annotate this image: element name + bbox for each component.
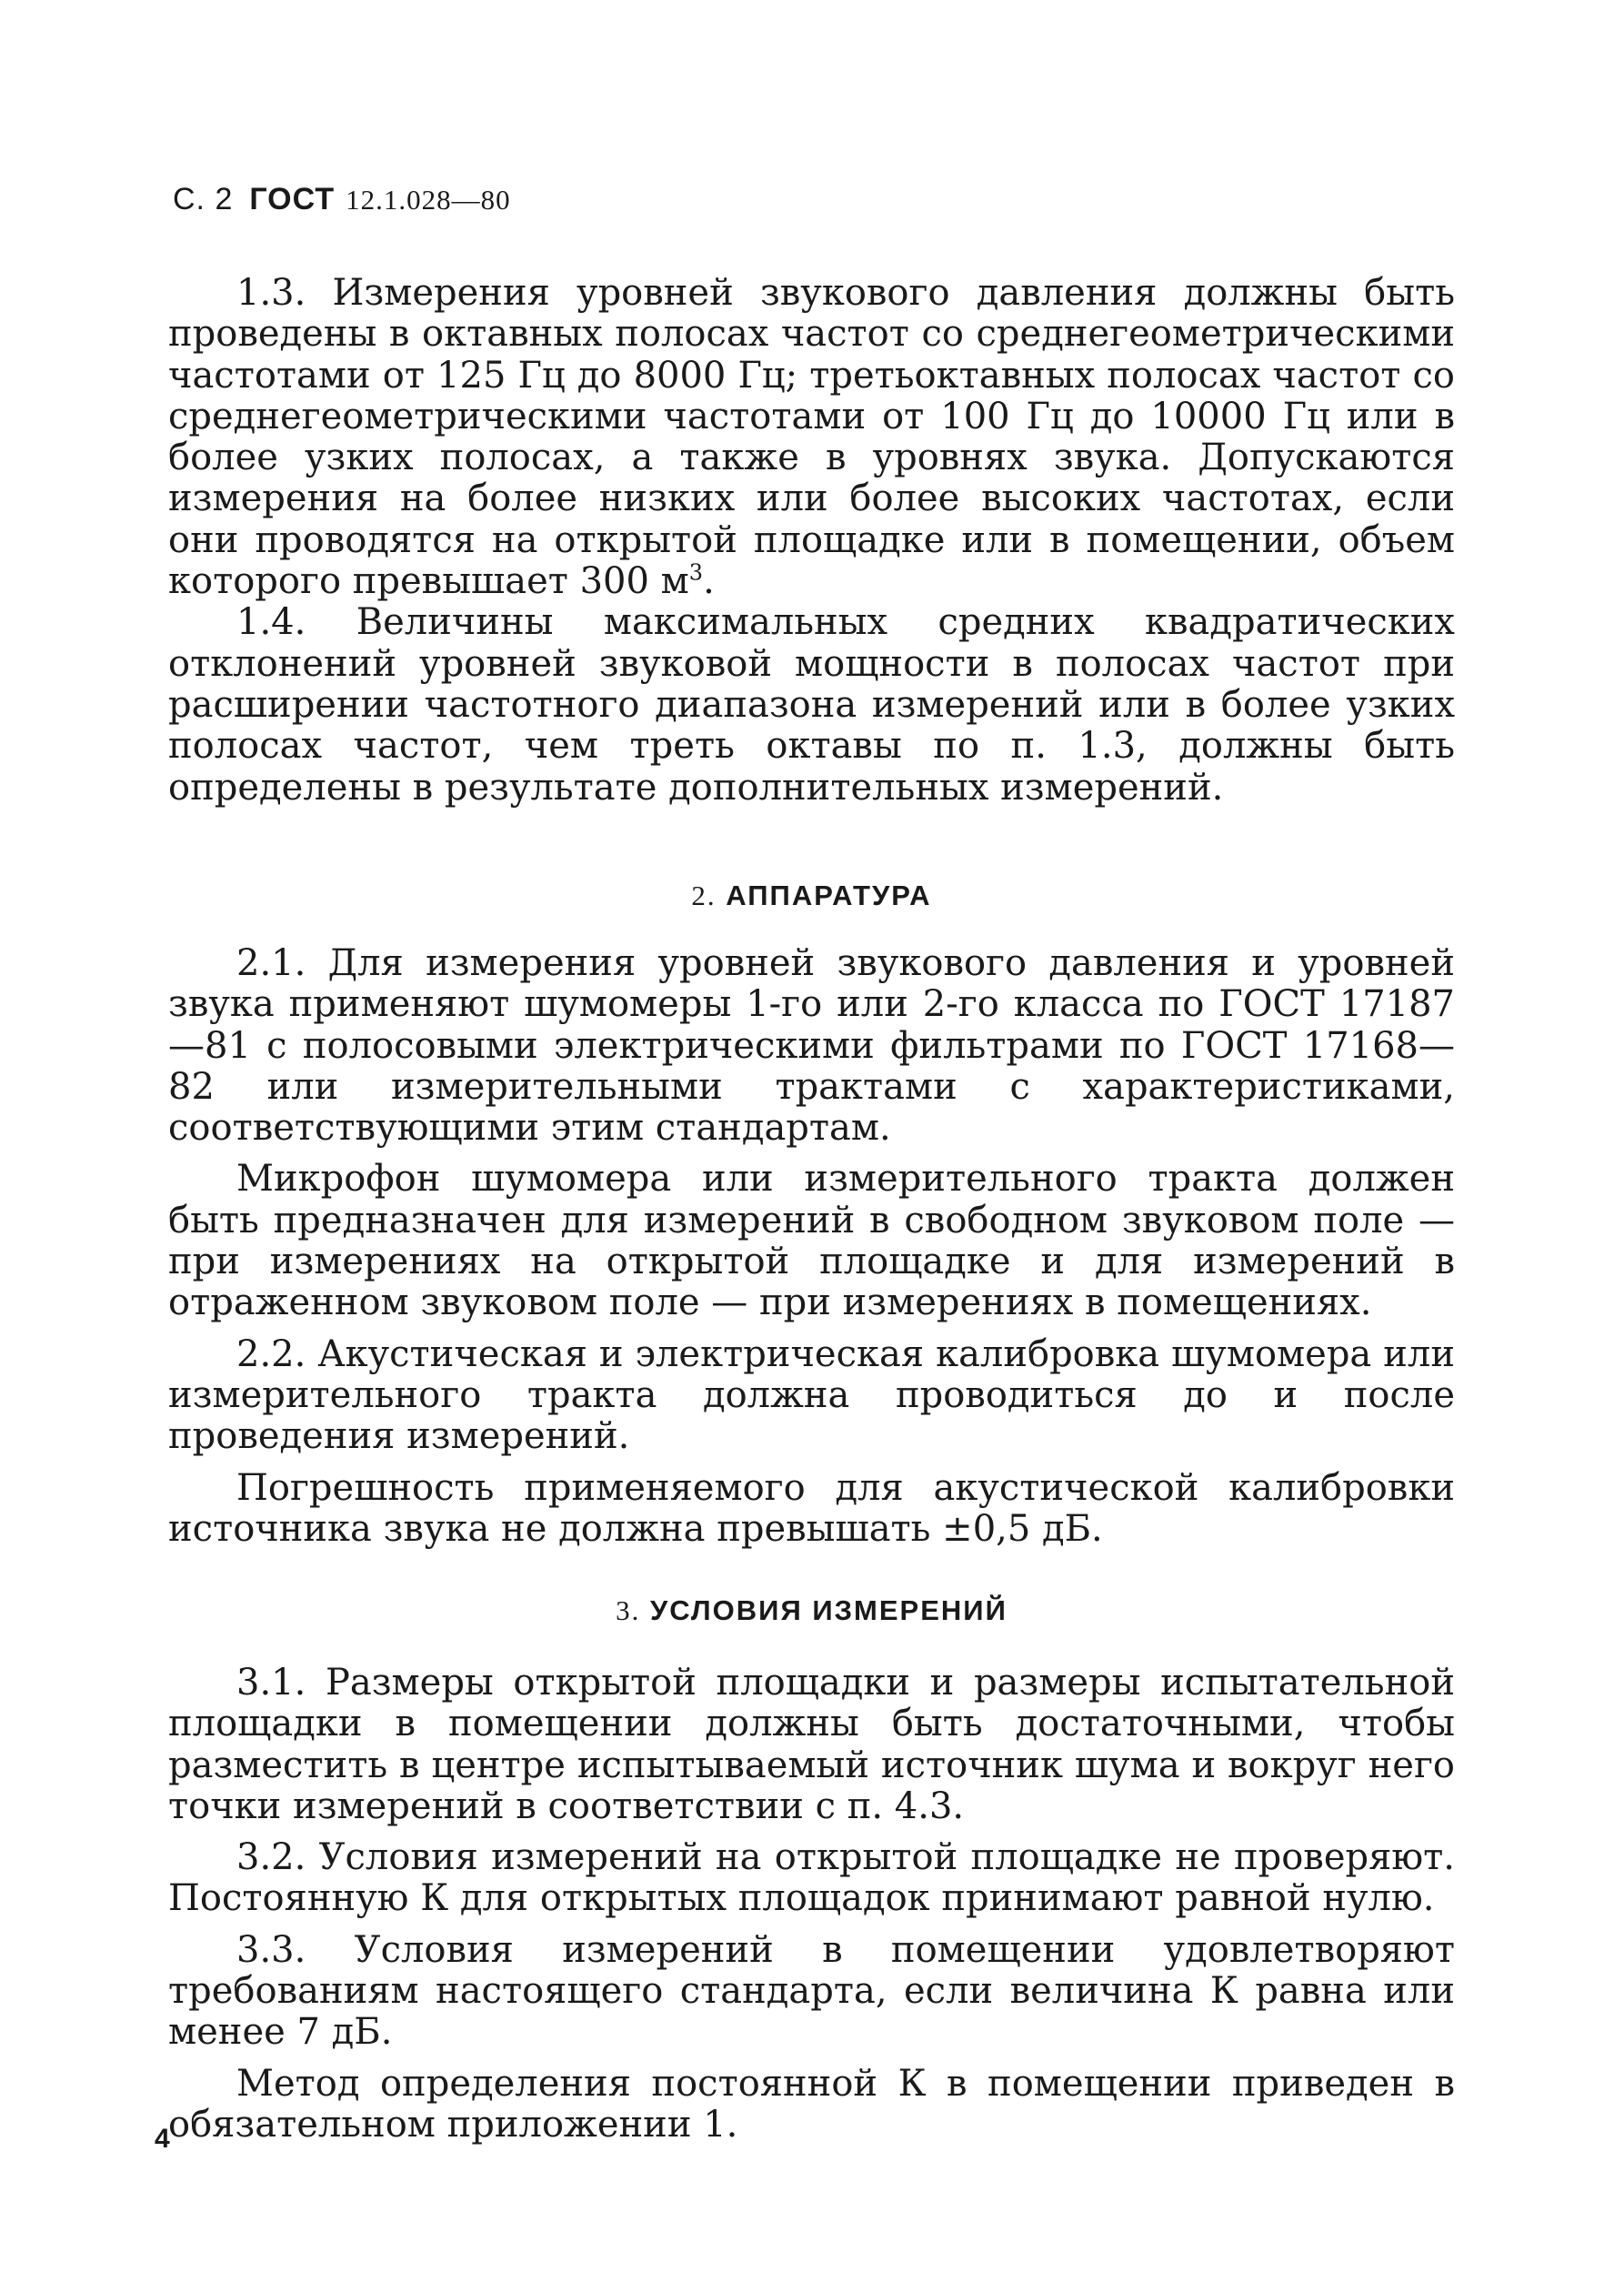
standard-code: ГОСТ xyxy=(249,182,336,216)
block-3 xyxy=(168,1663,1455,2146)
paragraph-1-4: 1.4. Величины максимальных средних квадратических отклонений уровней звуковой мощности в полосах частот при расширении частотного диапазона измерений или в более узких полосах частот, чем треть октавы по п. 1.3, должны быть определены в результате дополнительных измерений. xyxy=(168,601,1455,809)
section-3-title: 3. УСЛОВИЯ ИЗМЕРЕНИЙ xyxy=(616,1594,1007,1626)
page-label: С. 2 xyxy=(173,182,234,216)
paragraph-3-3b: Метод определения постоянной К в помещении приведен в обязательном приложении 1. xyxy=(168,2062,1455,2146)
page-header xyxy=(173,182,511,217)
block-2 xyxy=(168,943,1455,1550)
standard-number: 12.1.028—80 xyxy=(346,184,511,216)
paragraph-3-3: 3.3. Условия измерений в помещении удовлетворяют требованиям настоящего стандарта, если величина К равна или менее 7 дБ. xyxy=(168,1928,1455,2054)
paragraph-2-2b: Погрешность применяемого для акустической калибровки источника звука не должна превышать ±0,5 дБ. xyxy=(168,1466,1455,1550)
paragraph-2-1: 2.1. Для измерения уровней звукового давления и уровней звука применяют шумомеры 1-го или 2-го класса по ГОСТ 17187—81 с полосовыми электрическими фильтрами по ГОСТ 17168—82 или измерительными трактами с характеристиками, соответствующими этим стандартам. xyxy=(168,942,1455,1150)
paragraph-2-2: 2.2. Акустическая и электрическая калибровка шумомера или измерительного тракта должна проводиться до и после проведения измерений. xyxy=(168,1332,1455,1458)
page-number: 4 xyxy=(155,2124,170,2154)
paragraph-2-1b: Микрофон шумомера или измерительного тракта должен быть предназначен для измерений в свободном звуковом поле — при измерениях на открытой площадке и для измерений в отраженном звуковом поле — при измерениях в помещениях. xyxy=(168,1158,1455,1324)
block-1 xyxy=(168,273,1455,809)
paragraph-3-2: 3.2. Условия измерений на открытой площадке не проверяют. Постоянную К для открытых площадок принимают равной нулю. xyxy=(168,1836,1455,1920)
paragraph-1-3: 1.3. Измерения уровней звукового давления должны быть проведены в октавных полосах частот со среднегеометрическими частотами от 125 Гц до 8000 Гц; третьоктавных полосах частот со среднегеометрическими частотами от 100 Гц до 10000 Гц или в более узких полосах, а также в уровнях звука. Допускаются измерения на более низких или более высоких частотах, если они проводятся на открытой площадке или в помещении, объем которого превышает 300 $м^3$. xyxy=(168,272,1455,603)
section-2-title: 2. АППАРАТУРА xyxy=(691,880,932,911)
paragraph-3-1: 3.1. Размеры открытой площадки и размеры испытательной площадки в помещении должны быть достаточными, чтобы разместить в центре испытываемый источник шума и вокруг него точки измерений в соответствии с п. 4.3. xyxy=(168,1662,1455,1827)
